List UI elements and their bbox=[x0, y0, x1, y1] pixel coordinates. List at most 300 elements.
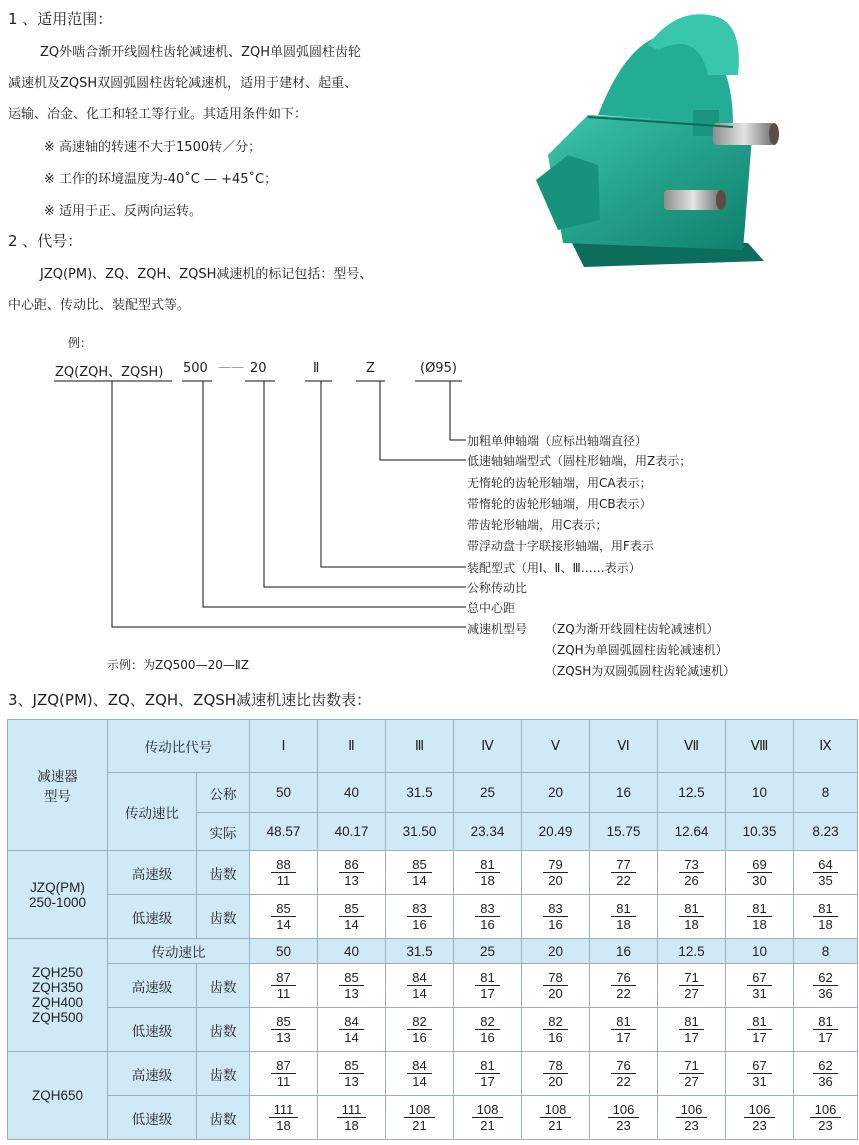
reducer-model-header: 减速器 型号 bbox=[8, 720, 108, 851]
ratio-code: Ⅴ bbox=[522, 720, 590, 773]
ratio-code: Ⅶ bbox=[658, 720, 726, 773]
nominal-ratio: 20 bbox=[522, 773, 590, 813]
label-zq-note: （ZQ为渐开线圆柱齿轮减速机） bbox=[545, 622, 719, 636]
teeth-fraction bbox=[679, 857, 703, 888]
teeth-fraction bbox=[747, 857, 771, 888]
fraction-denominator: 18 bbox=[344, 1118, 359, 1133]
label-low-speed-shaft: 低速轴轴端型式（圆柱形轴端，用Z表示； bbox=[467, 454, 692, 468]
teeth-fraction bbox=[475, 1058, 499, 1089]
nominal-ratio: 10 bbox=[726, 773, 794, 813]
label-assembly-type: 装配型式（用Ⅰ、Ⅱ、Ⅲ……表示） bbox=[467, 561, 641, 575]
nominal-ratio: 8 bbox=[794, 773, 858, 813]
fraction-denominator: 31 bbox=[752, 1074, 767, 1089]
teeth-fraction bbox=[339, 970, 363, 1001]
fraction-denominator: 11 bbox=[276, 873, 291, 888]
fraction-numerator: 84 bbox=[339, 1014, 363, 1030]
ratio-label: 传动速比 bbox=[108, 939, 250, 964]
fraction-numerator: 87 bbox=[271, 1058, 295, 1074]
fraction-denominator: 11 bbox=[276, 986, 291, 1001]
teeth-fraction-cell bbox=[522, 1052, 590, 1096]
ratio-code: Ⅲ bbox=[386, 720, 454, 773]
table-row bbox=[8, 964, 858, 1008]
teeth-label: 齿数 bbox=[197, 851, 250, 895]
section1-heading: 1 、适用范围： bbox=[8, 10, 113, 28]
actual-ratio: 40.17 bbox=[318, 813, 386, 851]
teeth-fraction bbox=[679, 1014, 703, 1045]
nominal-ratio: 25 bbox=[454, 773, 522, 813]
teeth-fraction bbox=[747, 1014, 771, 1045]
teeth-fraction-cell bbox=[454, 1096, 522, 1140]
fraction-numerator: 85 bbox=[339, 901, 363, 917]
teeth-fraction-cell bbox=[658, 1096, 726, 1140]
low-stage-label: 低速级 bbox=[108, 1008, 197, 1052]
fraction-denominator: 17 bbox=[818, 1030, 833, 1045]
teeth-fraction-cell bbox=[658, 964, 726, 1008]
ratio-code: Ⅸ bbox=[794, 720, 858, 773]
actual-ratio: 31.50 bbox=[386, 813, 454, 851]
fraction-denominator: 31 bbox=[752, 986, 767, 1001]
teeth-fraction bbox=[472, 1102, 504, 1133]
teeth-fraction-cell bbox=[318, 851, 386, 895]
label-thick-shaft: 加粗单伸轴端（应标出轴端直径） bbox=[467, 434, 648, 448]
fraction-numerator: 82 bbox=[543, 1014, 567, 1030]
fraction-denominator: 16 bbox=[548, 1030, 563, 1045]
table-row bbox=[8, 1008, 858, 1052]
teeth-fraction-cell bbox=[318, 1096, 386, 1140]
teeth-fraction bbox=[271, 1058, 295, 1089]
fraction-denominator: 13 bbox=[276, 1030, 291, 1045]
label-zqh-note: （ZQH为单圆弧圆柱齿轮减速机） bbox=[545, 643, 728, 657]
gearbox-image bbox=[528, 5, 780, 275]
fraction-denominator: 11 bbox=[276, 1074, 291, 1089]
code-assembly: Ⅱ bbox=[313, 361, 320, 376]
fraction-numerator: 82 bbox=[407, 1014, 431, 1030]
teeth-fraction-cell bbox=[658, 895, 726, 939]
teeth-fraction bbox=[611, 970, 635, 1001]
fraction-numerator: 106 bbox=[810, 1102, 842, 1118]
fraction-numerator: 81 bbox=[747, 1014, 771, 1030]
fraction-denominator: 18 bbox=[818, 917, 833, 932]
teeth-fraction-cell bbox=[522, 1096, 590, 1140]
teeth-fraction-cell bbox=[794, 964, 858, 1008]
teeth-fraction-cell bbox=[250, 964, 318, 1008]
fraction-numerator: 81 bbox=[475, 1058, 499, 1074]
ratio-header: 传动速比 bbox=[108, 773, 197, 851]
table-row bbox=[8, 1052, 858, 1096]
teeth-fraction bbox=[679, 901, 703, 932]
teeth-fraction bbox=[540, 1102, 572, 1133]
ratio-code: Ⅵ bbox=[590, 720, 658, 773]
ratio-code: Ⅳ bbox=[454, 720, 522, 773]
teeth-fraction bbox=[611, 857, 635, 888]
teeth-label: 齿数 bbox=[197, 1008, 250, 1052]
fraction-denominator: 13 bbox=[344, 873, 359, 888]
zqh-ratio: 50 bbox=[250, 939, 318, 964]
teeth-fraction-cell bbox=[386, 1096, 454, 1140]
fraction-denominator: 22 bbox=[616, 986, 631, 1001]
nominal-header: 公称 bbox=[197, 773, 250, 813]
teeth-fraction bbox=[813, 970, 837, 1001]
teeth-fraction bbox=[543, 970, 567, 1001]
fraction-denominator: 14 bbox=[344, 917, 359, 932]
fraction-denominator: 17 bbox=[480, 1074, 495, 1089]
nominal-ratio: 31.5 bbox=[386, 773, 454, 813]
teeth-fraction bbox=[608, 1102, 640, 1133]
teeth-fraction bbox=[810, 1102, 842, 1133]
section2-line-1: JZQ(PM)、ZQ、ZQH、ZQSH减速机的标记包括：型号、 bbox=[40, 267, 373, 282]
teeth-fraction bbox=[269, 1102, 299, 1133]
fraction-numerator: 85 bbox=[407, 857, 431, 873]
teeth-fraction bbox=[339, 1058, 363, 1089]
nominal-ratio: 50 bbox=[250, 773, 318, 813]
fraction-denominator: 17 bbox=[616, 1030, 631, 1045]
fraction-denominator: 18 bbox=[752, 917, 767, 932]
teeth-label: 齿数 bbox=[197, 1096, 250, 1140]
fraction-numerator: 81 bbox=[813, 1014, 837, 1030]
high-stage-label: 高速级 bbox=[108, 851, 197, 895]
section2-heading: 2 、代号： bbox=[8, 232, 83, 250]
ratio-teeth-table bbox=[7, 719, 858, 1140]
code-type: ZQ(ZQH、ZQSH) bbox=[55, 365, 164, 380]
fraction-numerator: 85 bbox=[339, 970, 363, 986]
zqh-ratio: 16 bbox=[590, 939, 658, 964]
teeth-fraction-cell bbox=[522, 1008, 590, 1052]
condition-3: ※ 适用于正、反两向运转。 bbox=[44, 204, 203, 219]
teeth-fraction-cell bbox=[454, 1052, 522, 1096]
condition-1: ※ 高速轴的转速不大于1500转／分； bbox=[44, 140, 262, 155]
teeth-fraction bbox=[407, 1014, 431, 1045]
teeth-fraction bbox=[747, 901, 771, 932]
teeth-fraction-cell bbox=[658, 851, 726, 895]
fraction-denominator: 18 bbox=[616, 917, 631, 932]
fraction-numerator: 81 bbox=[679, 901, 703, 917]
code-diameter: (Ø95) bbox=[420, 361, 457, 376]
table-row bbox=[8, 720, 858, 773]
label-with-idler: 带惰轮的齿轮形轴端，用CB表示） bbox=[467, 497, 652, 511]
teeth-fraction bbox=[404, 1102, 436, 1133]
zqh-ratio: 20 bbox=[522, 939, 590, 964]
fraction-numerator: 71 bbox=[679, 970, 703, 986]
label-no-idler: 无惰轮的齿轮形轴端，用CA表示； bbox=[467, 476, 652, 490]
teeth-fraction bbox=[339, 857, 363, 888]
fraction-numerator: 81 bbox=[611, 901, 635, 917]
teeth-fraction-cell bbox=[386, 895, 454, 939]
code-ratio: 20 bbox=[250, 361, 267, 376]
teeth-fraction-cell bbox=[590, 1052, 658, 1096]
fraction-numerator: 81 bbox=[475, 857, 499, 873]
ratio-code: Ⅱ bbox=[318, 720, 386, 773]
fraction-denominator: 17 bbox=[752, 1030, 767, 1045]
teeth-label: 齿数 bbox=[197, 964, 250, 1008]
teeth-fraction bbox=[407, 1058, 431, 1089]
label-gear-shaft: 带齿轮形轴端，用C表示； bbox=[467, 518, 608, 532]
fraction-numerator: 84 bbox=[407, 970, 431, 986]
label-nominal-ratio: 公称传动比 bbox=[467, 581, 528, 595]
teeth-fraction bbox=[543, 1014, 567, 1045]
fraction-numerator: 106 bbox=[608, 1102, 640, 1118]
teeth-fraction-cell bbox=[794, 1008, 858, 1052]
fraction-denominator: 36 bbox=[818, 1074, 833, 1089]
teeth-fraction-cell bbox=[726, 1008, 794, 1052]
fraction-denominator: 13 bbox=[344, 1074, 359, 1089]
model-zqh-250-500: ZQH250 ZQH350 ZQH400 ZQH500 bbox=[8, 939, 108, 1052]
zqh-ratio: 10 bbox=[726, 939, 794, 964]
nominal-ratio: 40 bbox=[318, 773, 386, 813]
actual-ratio: 23.34 bbox=[454, 813, 522, 851]
fraction-numerator: 76 bbox=[611, 1058, 635, 1074]
fraction-numerator: 85 bbox=[271, 901, 295, 917]
teeth-fraction bbox=[679, 1058, 703, 1089]
fraction-denominator: 26 bbox=[684, 873, 699, 888]
teeth-fraction-cell bbox=[658, 1052, 726, 1096]
fraction-denominator: 35 bbox=[818, 873, 833, 888]
teeth-fraction-cell bbox=[590, 895, 658, 939]
label-center-distance: 总中心距 bbox=[467, 601, 516, 615]
fraction-numerator: 82 bbox=[475, 1014, 499, 1030]
teeth-fraction bbox=[407, 857, 431, 888]
fraction-denominator: 16 bbox=[480, 1030, 495, 1045]
fraction-denominator: 14 bbox=[276, 917, 291, 932]
actual-ratio: 15.75 bbox=[590, 813, 658, 851]
teeth-fraction-cell bbox=[318, 964, 386, 1008]
fraction-numerator: 106 bbox=[744, 1102, 776, 1118]
teeth-fraction bbox=[543, 1058, 567, 1089]
zqh-ratio: 31.5 bbox=[386, 939, 454, 964]
actual-ratio: 48.57 bbox=[250, 813, 318, 851]
fraction-numerator: 78 bbox=[543, 970, 567, 986]
fraction-denominator: 16 bbox=[412, 917, 427, 932]
fraction-numerator: 81 bbox=[679, 1014, 703, 1030]
low-stage-label: 低速级 bbox=[108, 895, 197, 939]
fraction-denominator: 20 bbox=[548, 1074, 563, 1089]
teeth-fraction bbox=[407, 970, 431, 1001]
fraction-numerator: 76 bbox=[611, 970, 635, 986]
fraction-numerator: 81 bbox=[813, 901, 837, 917]
table-row bbox=[8, 895, 858, 939]
fraction-numerator: 77 bbox=[611, 857, 635, 873]
fraction-numerator: 85 bbox=[271, 1014, 295, 1030]
teeth-fraction bbox=[271, 901, 295, 932]
fraction-numerator: 108 bbox=[404, 1102, 436, 1118]
teeth-fraction-cell bbox=[794, 895, 858, 939]
teeth-fraction bbox=[271, 857, 295, 888]
fraction-denominator: 21 bbox=[480, 1118, 495, 1133]
model-jzq: JZQ(PM) 250-1000 bbox=[8, 851, 108, 939]
fraction-numerator: 83 bbox=[475, 901, 499, 917]
fraction-numerator: 111 bbox=[337, 1102, 367, 1118]
section1-line-3: 运输、冶金、化工和轻工等行业。其适用条件如下： bbox=[8, 107, 308, 122]
teeth-fraction bbox=[611, 1014, 635, 1045]
teeth-fraction-cell bbox=[386, 851, 454, 895]
fraction-numerator: 85 bbox=[339, 1058, 363, 1074]
ratio-code: Ⅷ bbox=[726, 720, 794, 773]
ratio-code-header: 传动比代号 bbox=[108, 720, 250, 773]
teeth-fraction bbox=[407, 901, 431, 932]
teeth-fraction bbox=[475, 857, 499, 888]
teeth-fraction bbox=[611, 1058, 635, 1089]
fraction-denominator: 18 bbox=[684, 917, 699, 932]
label-zqsh-note: （ZQSH为双圆弧圆柱齿轮减速机） bbox=[545, 664, 736, 678]
nominal-ratio: 16 bbox=[590, 773, 658, 813]
teeth-fraction bbox=[475, 970, 499, 1001]
teeth-fraction-cell bbox=[386, 1008, 454, 1052]
actual-header: 实际 bbox=[197, 813, 250, 851]
fraction-denominator: 23 bbox=[752, 1118, 767, 1133]
condition-2: ※ 工作的环境温度为-40˚C — +45˚C； bbox=[44, 172, 278, 187]
teeth-fraction-cell bbox=[658, 1008, 726, 1052]
high-stage-label: 高速级 bbox=[108, 964, 197, 1008]
fraction-numerator: 81 bbox=[747, 901, 771, 917]
fraction-numerator: 84 bbox=[407, 1058, 431, 1074]
fraction-denominator: 23 bbox=[616, 1118, 631, 1133]
teeth-fraction-cell bbox=[318, 895, 386, 939]
teeth-fraction bbox=[813, 901, 837, 932]
teeth-fraction-cell bbox=[726, 964, 794, 1008]
teeth-label: 齿数 bbox=[197, 1052, 250, 1096]
teeth-fraction bbox=[679, 970, 703, 1001]
fraction-numerator: 62 bbox=[813, 970, 837, 986]
code-distance: 500 bbox=[183, 361, 208, 376]
actual-ratio: 8.23 bbox=[794, 813, 858, 851]
teeth-fraction bbox=[744, 1102, 776, 1133]
section1-line-2: 减速机及ZQSH双圆弧圆柱齿轮减速机，适用于建材、起重、 bbox=[8, 76, 358, 91]
teeth-fraction bbox=[611, 901, 635, 932]
fraction-numerator: 67 bbox=[747, 1058, 771, 1074]
teeth-fraction-cell bbox=[794, 1052, 858, 1096]
nominal-ratio: 12.5 bbox=[658, 773, 726, 813]
teeth-label: 齿数 bbox=[197, 895, 250, 939]
fraction-denominator: 23 bbox=[818, 1118, 833, 1133]
fraction-denominator: 17 bbox=[684, 1030, 699, 1045]
section3-heading: 3、JZQ(PM)、ZQ、ZQH、ZQSH减速机速比齿数表： bbox=[8, 691, 372, 709]
table-row bbox=[8, 851, 858, 895]
teeth-fraction-cell bbox=[454, 964, 522, 1008]
ratio-code: Ⅰ bbox=[250, 720, 318, 773]
teeth-fraction-cell bbox=[726, 1096, 794, 1140]
zqh-ratio: 25 bbox=[454, 939, 522, 964]
code-dash: —— bbox=[218, 360, 244, 375]
teeth-fraction bbox=[543, 901, 567, 932]
fraction-numerator: 87 bbox=[271, 970, 295, 986]
teeth-fraction bbox=[271, 1014, 295, 1045]
teeth-fraction-cell bbox=[794, 851, 858, 895]
fraction-numerator: 88 bbox=[271, 857, 295, 873]
teeth-fraction bbox=[337, 1102, 367, 1133]
table-row bbox=[8, 773, 858, 813]
fraction-numerator: 108 bbox=[540, 1102, 572, 1118]
fraction-numerator: 64 bbox=[813, 857, 837, 873]
sample-text: 示例：为ZQ500—20—ⅡZ bbox=[107, 658, 249, 672]
table-row bbox=[8, 1096, 858, 1140]
fraction-numerator: 111 bbox=[269, 1102, 299, 1118]
zqh-ratio: 40 bbox=[318, 939, 386, 964]
teeth-fraction-cell bbox=[522, 895, 590, 939]
code-shaft: Z bbox=[366, 361, 375, 376]
fraction-denominator: 16 bbox=[548, 917, 563, 932]
example-label: 例： bbox=[68, 336, 93, 350]
fraction-denominator: 14 bbox=[412, 986, 427, 1001]
teeth-fraction bbox=[747, 1058, 771, 1089]
fraction-numerator: 81 bbox=[611, 1014, 635, 1030]
teeth-fraction-cell bbox=[454, 895, 522, 939]
high-stage-label: 高速级 bbox=[108, 1052, 197, 1096]
fraction-denominator: 22 bbox=[616, 1074, 631, 1089]
teeth-fraction bbox=[676, 1102, 708, 1133]
label-floating-disc: 带浮动盘十字联接形轴端，用F表示 bbox=[467, 539, 654, 553]
fraction-numerator: 79 bbox=[543, 857, 567, 873]
teeth-fraction-cell bbox=[318, 1052, 386, 1096]
table-row bbox=[8, 939, 858, 964]
teeth-fraction-cell bbox=[590, 1008, 658, 1052]
teeth-fraction-cell bbox=[590, 1096, 658, 1140]
teeth-fraction-cell bbox=[454, 851, 522, 895]
fraction-numerator: 73 bbox=[679, 857, 703, 873]
fraction-denominator: 27 bbox=[684, 1074, 699, 1089]
teeth-fraction bbox=[339, 1014, 363, 1045]
fraction-denominator: 36 bbox=[818, 986, 833, 1001]
fraction-numerator: 71 bbox=[679, 1058, 703, 1074]
teeth-fraction-cell bbox=[726, 851, 794, 895]
fraction-denominator: 17 bbox=[480, 986, 495, 1001]
teeth-fraction-cell bbox=[522, 851, 590, 895]
fraction-numerator: 106 bbox=[676, 1102, 708, 1118]
teeth-fraction bbox=[271, 970, 295, 1001]
fraction-denominator: 20 bbox=[548, 873, 563, 888]
fraction-numerator: 81 bbox=[475, 970, 499, 986]
fraction-numerator: 83 bbox=[543, 901, 567, 917]
fraction-numerator: 62 bbox=[813, 1058, 837, 1074]
fraction-numerator: 67 bbox=[747, 970, 771, 986]
diagram-lines bbox=[0, 330, 859, 680]
fraction-denominator: 13 bbox=[344, 986, 359, 1001]
teeth-fraction bbox=[475, 901, 499, 932]
section2-line-2: 中心距、传动比、装配型式等。 bbox=[8, 298, 191, 313]
section1-line-1: ZQ外啮合渐开线圆柱齿轮减速机、ZQH单圆弧圆柱齿轮 bbox=[40, 45, 362, 60]
teeth-fraction bbox=[339, 901, 363, 932]
model-zqh650: ZQH650 bbox=[8, 1052, 108, 1140]
fraction-denominator: 16 bbox=[480, 917, 495, 932]
fraction-denominator: 14 bbox=[344, 1030, 359, 1045]
teeth-fraction-cell bbox=[522, 964, 590, 1008]
designation-diagram bbox=[0, 330, 859, 680]
fraction-denominator: 16 bbox=[412, 1030, 427, 1045]
fraction-numerator: 86 bbox=[339, 857, 363, 873]
low-stage-label: 低速级 bbox=[108, 1096, 197, 1140]
zqh-ratio: 12.5 bbox=[658, 939, 726, 964]
fraction-denominator: 30 bbox=[752, 873, 767, 888]
label-reducer-type: 减速机型号 bbox=[467, 622, 528, 636]
teeth-fraction-cell bbox=[386, 964, 454, 1008]
fraction-denominator: 22 bbox=[616, 873, 631, 888]
teeth-fraction-cell bbox=[250, 1008, 318, 1052]
teeth-fraction bbox=[747, 970, 771, 1001]
zqh-ratio: 8 bbox=[794, 939, 858, 964]
actual-ratio: 10.35 bbox=[726, 813, 794, 851]
teeth-fraction-cell bbox=[590, 964, 658, 1008]
fraction-denominator: 27 bbox=[684, 986, 699, 1001]
teeth-fraction-cell bbox=[726, 1052, 794, 1096]
teeth-fraction-cell bbox=[590, 851, 658, 895]
teeth-fraction bbox=[813, 1058, 837, 1089]
fraction-denominator: 18 bbox=[276, 1118, 291, 1133]
teeth-fraction bbox=[813, 1014, 837, 1045]
fraction-numerator: 78 bbox=[543, 1058, 567, 1074]
teeth-fraction-cell bbox=[250, 1052, 318, 1096]
teeth-fraction-cell bbox=[250, 1096, 318, 1140]
fraction-numerator: 108 bbox=[472, 1102, 504, 1118]
fraction-denominator: 20 bbox=[548, 986, 563, 1001]
fraction-denominator: 14 bbox=[412, 1074, 427, 1089]
